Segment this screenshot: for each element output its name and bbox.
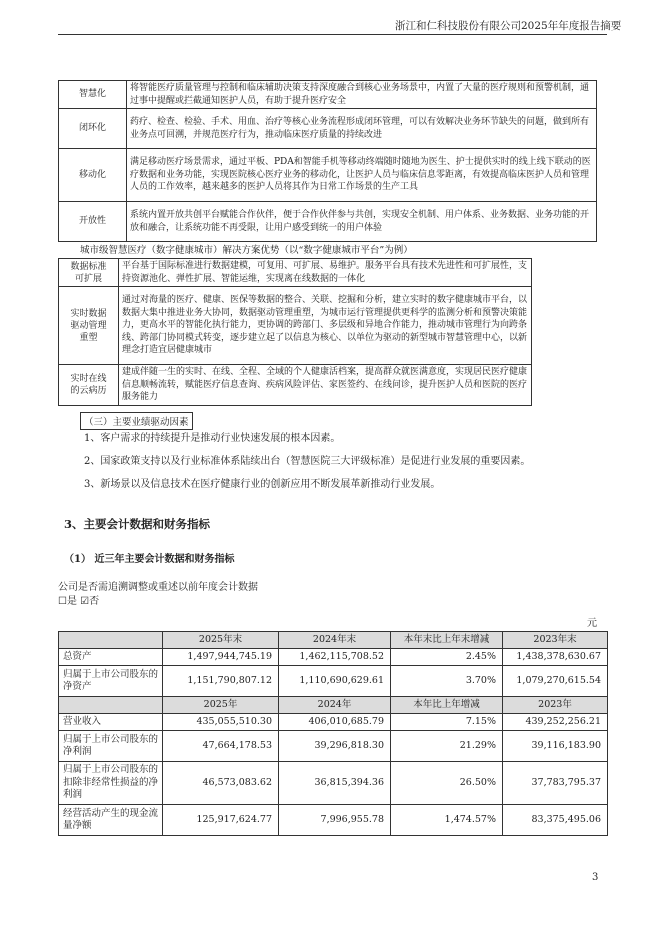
table-row	[59, 649, 608, 666]
label-line: 实时在线	[70, 374, 107, 384]
city-table	[58, 258, 532, 406]
driver-item: 1、客户需求的持续提升是推动行业快速发展的根本因素。	[84, 433, 341, 444]
value-cell: 1,462,115,708.52	[279, 649, 391, 666]
table-row	[59, 731, 608, 762]
city-text: 建成伴随一生的实时、在线、全程、全域的个人健康活档案，提高群众就医满意度，实现居民医疗健康信息顺畅流转，赋能医疗信息查询、疾病风险评估、家医签约、在线问诊，提升医护人员和医院的医疗服务能力	[119, 365, 532, 406]
label-line: 的云病历	[70, 386, 107, 396]
table-row	[59, 714, 608, 731]
change-cell: 1,474.57%	[391, 805, 503, 836]
feature-text: 系统内置开放共创平台赋能合作伙伴，便于合作伙伴参与共创，实现安全机制、用户体系、业务数据、业务功能的开放和融合，让系统功能不再受限，让用户感受到统一的用户体验	[127, 202, 597, 242]
value-cell: 46,573,083.62	[163, 762, 279, 805]
row-label: 总资产	[59, 649, 163, 666]
value-cell: 1,497,944,745.19	[163, 649, 279, 666]
header-divider	[58, 34, 607, 35]
feature-label: 智慧化	[59, 81, 127, 109]
table-header-row	[59, 632, 608, 649]
header-cell: 2023年末	[503, 632, 608, 649]
label-line: 实时数据	[70, 308, 107, 319]
label-line: 重塑	[79, 332, 98, 343]
table-header-row	[59, 697, 608, 714]
header-cell: 2024年	[279, 697, 391, 714]
change-cell: 7.15%	[391, 714, 503, 731]
value-cell: 36,815,394.36	[279, 762, 391, 805]
city-label	[59, 365, 119, 406]
report-header-title: 浙江和仁科技股份有限公司2025年年度报告摘要	[395, 20, 622, 32]
feature-text: 将智能医疗质量管理与控制和临床辅助决策支持深度融合到核心业务场景中，内置了大量的医疗规则和预警机制，通过事中提醒或拦截通知医护人员，有助于提升医疗安全	[127, 81, 597, 109]
table-row	[59, 109, 597, 149]
header-cell: 2024年末	[279, 632, 391, 649]
value-cell: 125,917,624.77	[163, 805, 279, 836]
feature-label: 移动化	[59, 149, 127, 202]
label-line: 数据标准	[70, 261, 107, 272]
row-label: 经营活动产生的现金流量净额	[59, 805, 163, 836]
header-cell: 本年比上年增减	[391, 697, 503, 714]
table-row	[59, 762, 608, 805]
feature-label: 闭环化	[59, 109, 127, 149]
driver-item: 2、国家政策支持以及行业标准体系陆续出台（智慧医院三大评级标准）是促进行业发展的重要因素。	[84, 456, 531, 467]
table-row	[59, 202, 597, 242]
table-row	[59, 81, 597, 109]
table-row	[59, 365, 532, 406]
subsection-heading: （1） 近三年主要会计数据和财务指标	[64, 554, 235, 565]
change-cell: 3.70%	[391, 666, 503, 697]
feature-text: 药疗、检查、检验、手术、用血、治疗等核心业务流程形成闭环管理，可以有效解决业务环节缺失的问题，做到所有业务点可回溯，并规范医疗行为，推动临床医疗质量的持续改进	[127, 109, 597, 149]
features-table	[58, 80, 597, 242]
row-label: 归属于上市公司股东的净资产	[59, 666, 163, 697]
value-cell: 47,664,178.53	[163, 731, 279, 762]
page-number: 3	[592, 872, 599, 883]
value-cell: 1,438,378,630.67	[503, 649, 608, 666]
change-cell: 2.45%	[391, 649, 503, 666]
value-cell: 406,010,685.79	[279, 714, 391, 731]
row-label: 营业收入	[59, 714, 163, 731]
header-cell: 本年末比上年末增减	[391, 632, 503, 649]
header-cell: 2023年	[503, 697, 608, 714]
feature-text: 满足移动医疗场景需求，通过平板、PDA和智能手机等移动终端随时随地为医生、护士提供实时的线上线下联动的医疗数据和业务功能，实现医院核心医疗业务的移动化，让医护人员与临床信息零距离，有效提高临床医护人员和管理人员的工作效率，越来越多的医护人员将其作为日常工作场景的生产工具	[127, 149, 597, 202]
header-cell: 2025年末	[163, 632, 279, 649]
change-cell: 21.29%	[391, 731, 503, 762]
label-line: 驱动管理	[70, 320, 107, 331]
city-text: 通过对海量的医疗、健康、医保等数据的整合、关联、挖掘和分析，建立实时的数字健康城市平台，以数据大集中推进业务大协同，数据驱动管理重塑，为城市运行管理提供更科学的监测分析和预警决策能力，更高水平的智能化执行能力，更协调的跨部门、多层级和异地合作能力，推动城市管理行为向跨条线、跨部门协同模式转变，逐步建立起了以信息为核心、以单位为驱动的新型城市智慧管理中心，以新理念打造宜居健康城市	[119, 287, 532, 365]
value-cell: 7,996,955.78	[279, 805, 391, 836]
value-cell: 1,151,790,807.12	[163, 666, 279, 697]
value-cell: 37,783,795.37	[503, 762, 608, 805]
feature-label: 开放性	[59, 202, 127, 242]
table-row	[59, 805, 608, 836]
section-heading: 3、主要会计数据和财务指标	[64, 517, 211, 531]
value-cell: 435,055,510.30	[163, 714, 279, 731]
row-label: 归属于上市公司股东的净利润	[59, 731, 163, 762]
value-cell: 39,116,183.90	[503, 731, 608, 762]
city-label	[59, 259, 119, 287]
city-label	[59, 287, 119, 365]
value-cell: 1,079,270,615.54	[503, 666, 608, 697]
header-cell: 2025年	[163, 697, 279, 714]
value-cell: 83,375,495.06	[503, 805, 608, 836]
header-cell	[59, 632, 163, 649]
table-row	[59, 149, 597, 202]
currency-unit: 元	[587, 618, 597, 629]
table-row	[59, 666, 608, 697]
table-row	[59, 287, 532, 365]
header-cell	[59, 697, 163, 714]
driver-item: 3、新场景以及信息技术在医疗健康行业的创新应用不断发展革新推动行业发展。	[84, 479, 441, 490]
restatement-answer: ☐是 ☑否	[58, 596, 100, 607]
label-line: 可扩展	[74, 273, 102, 284]
city-text: 平台基于国际标准进行数据建模，可复用、可扩展、易维护。服务平台具有技术先进性和可扩展性，支持资源池化、弹性扩展、智能运维，实现离在线数据的一体化	[119, 259, 532, 287]
change-cell: 26.50%	[391, 762, 503, 805]
financial-table	[58, 631, 608, 836]
value-cell: 1,110,690,629.61	[279, 666, 391, 697]
city-table-caption: 城市级智慧医疗（数字健康城市）解决方案优势（以“数字健康城市平台”为例）	[80, 245, 413, 256]
drivers-title: （三）主要业绩驱动因素	[80, 412, 193, 430]
value-cell: 39,296,818.30	[279, 731, 391, 762]
row-label: 归属于上市公司股东的扣除非经常性损益的净利润	[59, 762, 163, 805]
table-row	[59, 259, 532, 287]
restatement-question: 公司是否需追溯调整或重述以前年度会计数据	[58, 582, 258, 593]
value-cell: 439,252,256.21	[503, 714, 608, 731]
